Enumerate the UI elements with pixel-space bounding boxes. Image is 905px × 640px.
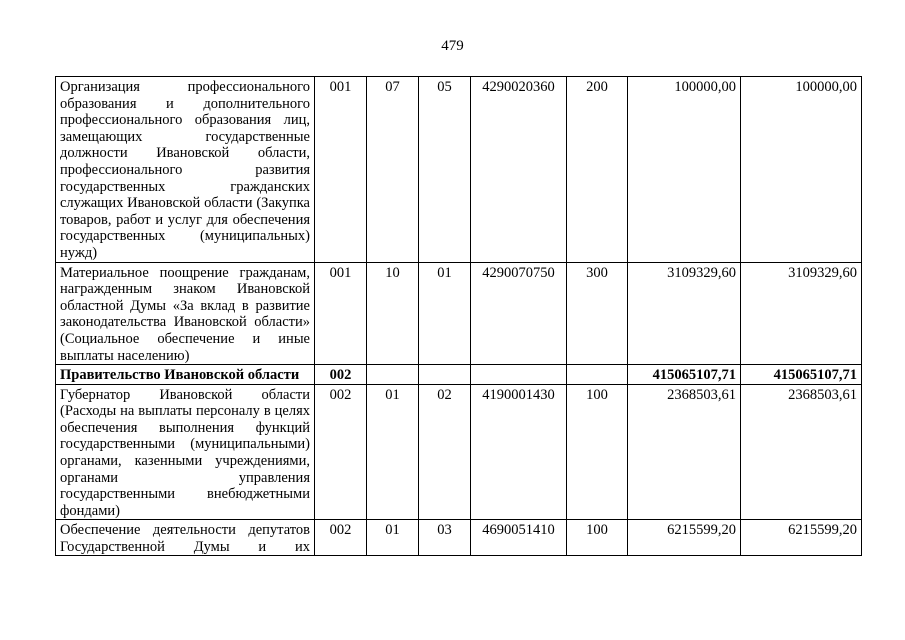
row-name: Материальное поощрение гражданам, награжденным знаком Ивановской областной Думы «За вклад в развитие законодательства Ивановской области» (Социальное обеспечение и иные выплаты населению) xyxy=(56,262,315,365)
section-code: 01 xyxy=(367,520,419,556)
table-row xyxy=(56,262,862,365)
row-name: Правительство Ивановской области xyxy=(56,365,315,385)
page-number: 479 xyxy=(441,38,464,54)
ministry-code: 001 xyxy=(315,77,367,263)
amount-2: 2368503,61 xyxy=(741,384,862,520)
section-code: 01 xyxy=(367,384,419,520)
section-code: 07 xyxy=(367,77,419,263)
amount-2: 415065107,71 xyxy=(741,365,862,385)
subsection-code: 03 xyxy=(419,520,471,556)
expense-type-code: 100 xyxy=(567,384,628,520)
expense-type-code: 100 xyxy=(567,520,628,556)
amount-2: 3109329,60 xyxy=(741,262,862,365)
row-name-text: Обеспечение деятельности депутатов Государственной Думы и их xyxy=(60,522,310,556)
target-code xyxy=(471,365,567,385)
subsection-code: 05 xyxy=(419,77,471,263)
amount-2: 6215599,20 xyxy=(741,520,862,556)
subsection-code xyxy=(419,365,471,385)
expense-type-code xyxy=(567,365,628,385)
amount-1: 415065107,71 xyxy=(628,365,741,385)
ministry-code: 001 xyxy=(315,262,367,365)
ministry-code: 002 xyxy=(315,365,367,385)
expense-type-code: 200 xyxy=(567,77,628,263)
table-row xyxy=(56,520,862,556)
ministry-code: 002 xyxy=(315,520,367,556)
row-name: Организация профессионального образования и дополнительного профессионального образования лиц, замещающих государственные должности Ивановской области, профессионального развития государственных гражданских служащих Ивановской области (Закупка товаров, работ и услуг для обеспечения государственных (муниципальных) нужд) xyxy=(56,77,315,263)
amount-1: 100000,00 xyxy=(628,77,741,263)
table-row xyxy=(56,384,862,520)
row-name: Губернатор Ивановской области (Расходы на выплаты персоналу в целях обеспечения выполнения функций государственными (муниципальными) органами, казенными учреждениями, органами управления государственными внебюджетными фондами) xyxy=(56,384,315,520)
row-name xyxy=(56,520,315,556)
budget-table xyxy=(55,76,862,556)
table-row xyxy=(56,365,862,385)
target-code: 4290020360 xyxy=(471,77,567,263)
subsection-code: 01 xyxy=(419,262,471,365)
amount-1: 2368503,61 xyxy=(628,384,741,520)
table-row xyxy=(56,77,862,263)
ministry-code: 002 xyxy=(315,384,367,520)
target-code: 4190001430 xyxy=(471,384,567,520)
amount-1: 6215599,20 xyxy=(628,520,741,556)
section-code: 10 xyxy=(367,262,419,365)
amount-2: 100000,00 xyxy=(741,77,862,263)
expense-type-code: 300 xyxy=(567,262,628,365)
section-code xyxy=(367,365,419,385)
target-code: 4690051410 xyxy=(471,520,567,556)
target-code: 4290070750 xyxy=(471,262,567,365)
subsection-code: 02 xyxy=(419,384,471,520)
amount-1: 3109329,60 xyxy=(628,262,741,365)
